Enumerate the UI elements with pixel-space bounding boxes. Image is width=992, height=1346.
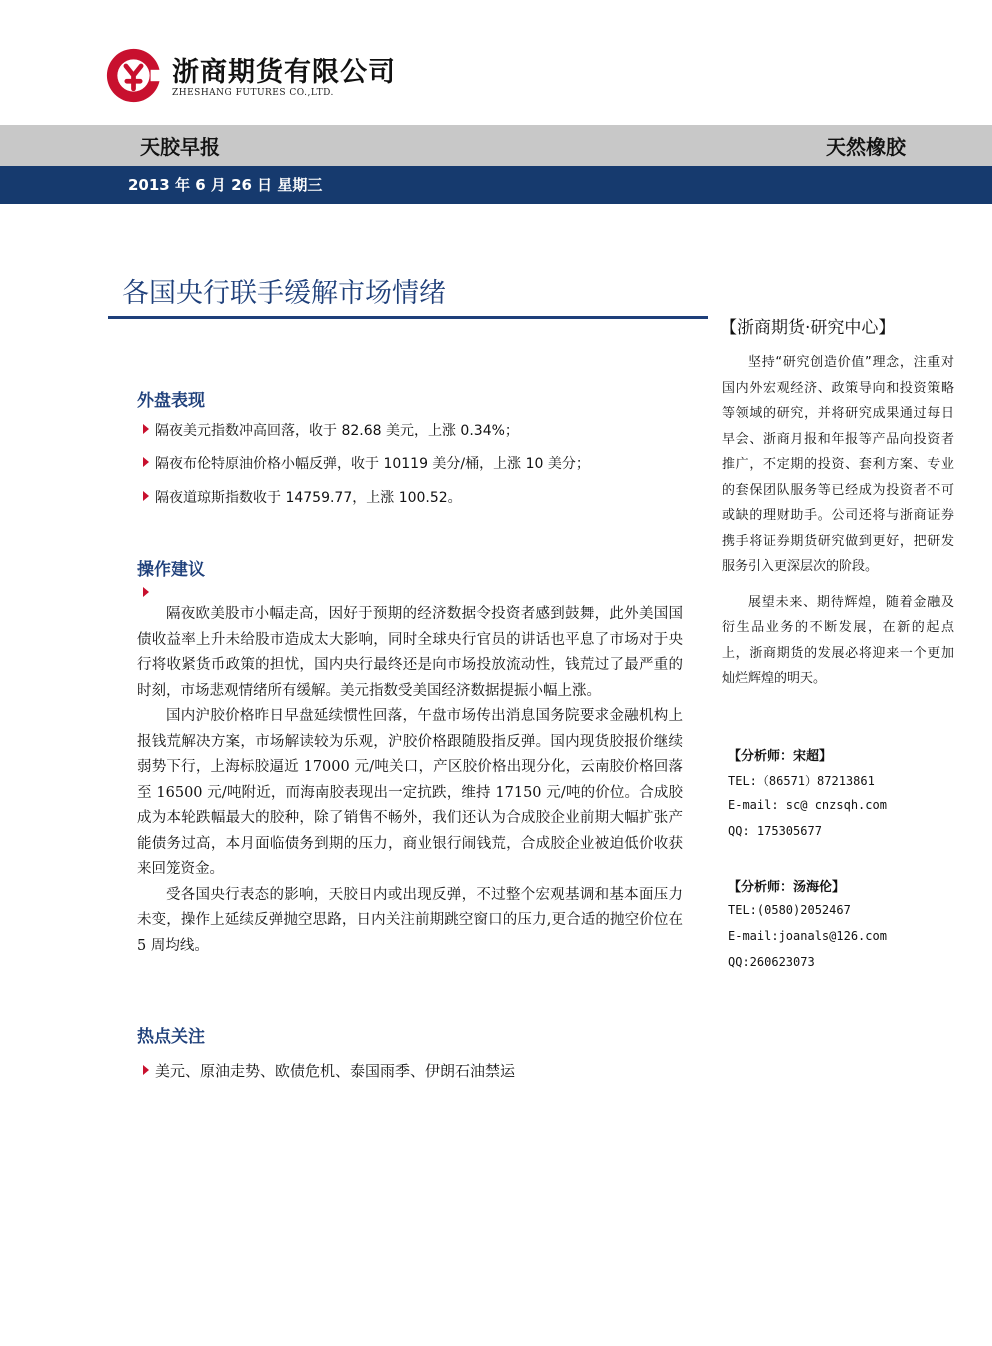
list-item: 美元、原油走势、欧债危机、泰国雨季、伊朗石油禁运 xyxy=(143,1060,515,1081)
analyst-tel: TEL:（86571）87213861 xyxy=(728,774,875,788)
section-heading-overseas: 外盘表现 xyxy=(137,391,205,411)
operation-body xyxy=(137,602,683,959)
bullet-arrow-icon xyxy=(143,587,149,597)
report-type: 天胶早报 xyxy=(140,135,220,159)
list-item: 隔夜布伦特原油价格小幅反弹，收于 10119 美分/桶，上涨 10 美分； xyxy=(143,453,590,473)
commodity-label: 天然橡胶 xyxy=(826,135,906,159)
headline-divider xyxy=(108,316,708,319)
report-date: 2013 年 6 月 26 日 星期三 xyxy=(128,176,323,194)
sidebar-intro xyxy=(722,350,954,702)
paragraph: 国内沪胶价格昨日早盘延续惯性回落，午盘市场传出消息国务院要求金融机构上报钱荒解决方案，市场解读较为乐观，沪胶价格跟随股指反弹。国内现货胶报价继续弱势下行，上海标胶逼近 17000 元/吨关口，产区胶价格出现分化，云南胶价格回落至 16500 元/吨附近，而海南胶表现出一定抗跌，维持 17150 元/吨的价位。合成胶成为本轮跌幅最大的胶种，除了销售不畅外，我们还认为合成胶企业前期大幅扩张产能债务过高，本月面临债务到期的压力，商业银行闹钱荒，合成胶企业被迫低价收获来回笼资金。 xyxy=(137,708,683,877)
bullet-arrow-icon xyxy=(143,491,149,501)
analyst-qq: QQ:260623073 xyxy=(728,955,815,969)
company-logo-icon xyxy=(105,47,162,104)
section-heading-hotspots: 热点关注 xyxy=(137,1027,205,1047)
paragraph: 展望未来、期待辉煌，随着金融及衍生品业务的不断发展，在新的起点上，浙商期货的发展必将迎来一个更加灿烂辉煌的明天。 xyxy=(722,594,954,686)
paragraph: 隔夜欧美股市小幅走高，因好于预期的经济数据令投资者感到鼓舞，此外美国国债收益率上升未给股市造成太大影响，同时全球央行官员的讲话也平息了市场对于央行将收紧货币政策的担忧，国内央行最终还是向市场投放流动性，钱荒过了最严重的时刻，市场悲观情绪所有缓解。美元指数受美国经济数据提振小幅上涨。 xyxy=(137,606,683,699)
company-name-cn: 浙商期货有限公司 xyxy=(172,57,396,88)
bullet-arrow-icon xyxy=(143,424,149,434)
analyst-heading: 【分析师：宋超】 xyxy=(728,749,833,764)
headline: 各国央行联手缓解市场情绪 xyxy=(122,278,446,309)
list-item: 隔夜美元指数冲高回落，收于 82.68 美元，上涨 0.34%； xyxy=(143,420,519,440)
analyst-email: E-mail: sc@ cnzsqh.com xyxy=(728,798,887,812)
list-item: 隔夜道琼斯指数收于 14759.77，上涨 100.52。 xyxy=(143,487,462,507)
bullet-arrow-icon xyxy=(143,1065,149,1075)
analyst-heading: 【分析师：汤海伦】 xyxy=(728,880,846,895)
bullet-arrow-icon xyxy=(143,457,149,467)
paragraph: 受各国央行表态的影响，天胶日内或出现反弹，不过整个宏观基调和基本面压力未变，操作上延续反弹抛空思路，日内关注前期跳空窗口的压力,更合适的抛空价位在 5 周均线。 xyxy=(137,886,683,954)
analyst-tel: TEL:(0580)2052467 xyxy=(728,903,851,917)
section-heading-operation: 操作建议 xyxy=(137,560,205,580)
paragraph: 坚持“研究创造价值”理念，注重对国内外宏观经济、政策导向和投资策略等领域的研究，并将研究成果通过每日早会、浙商月报和年报等产品向投资者推广，不定期的投资、套利方案、专业的套保团队服务等已经成为投资者不可或缺的理财助手。公司还将与浙商证券携手将证券期货研究做到更好，把研发服务引入更深层次的阶段。 xyxy=(722,355,954,574)
analyst-email: E-mail:joanals@126.com xyxy=(728,929,887,943)
sidebar-title: 【浙商期货·研究中心】 xyxy=(720,318,896,338)
analyst-qq: QQ: 175305677 xyxy=(728,824,822,838)
company-name-en: ZHESHANG FUTURES CO.,LTD. xyxy=(172,88,334,98)
